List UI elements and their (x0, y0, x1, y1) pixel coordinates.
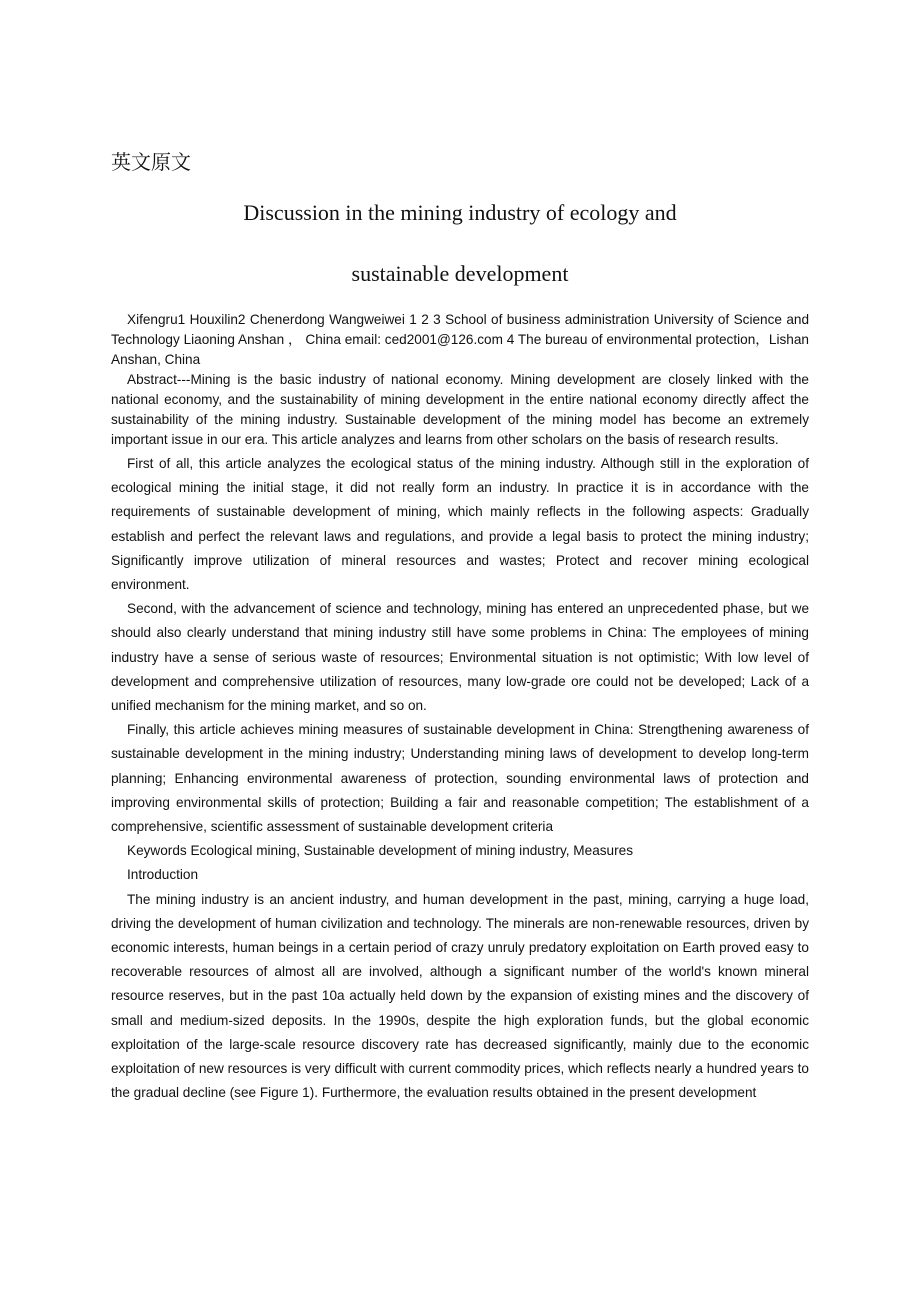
author-affiliations: Xifengru1 Houxilin2 Chenerdong Wangweiwei 1 2 3 School of business administration University of Science and Technology Liaoning Anshan ， China email: ced2001@126.com 4 The bureau of environmental protection，Lishan Anshan, China (111, 312, 809, 367)
keywords: Keywords Ecological mining, Sustainable development of mining industry, Measures (127, 843, 633, 859)
introduction-paragraph: The mining industry is an ancient industry, and human development in the past, mining, carrying a huge load, driving the development of human civilization and technology. The minerals are non-renewable resources, driven by economic interests, human beings in a certain period of crazy unruly predatory exploitation on Earth proved easy to recoverable resources of almost all are involved, although a significant number of the world's known mineral resource reserves, but in the past 10a actually held down by the expansion of existing mines and the discovery of small and medium-sized deposits. In the 1990s, despite the high exploration funds, but the global economic exploitation of the large-scale resource discovery rate has decreased significantly, mainly due to the economic exploitation of new resources is very difficult with current commodity prices, which reflects nearly a hundred years to the gradual decline (see Figure 1). Furthermore, the evaluation results obtained in the present development (111, 891, 809, 1101)
paper-title-line-2: sustainable development (351, 261, 569, 286)
paper-title-line-1: Discussion in the mining industry of ecology and (243, 200, 677, 225)
paragraph-second: Second, with the advancement of science and technology, mining has entered an unprecedented phase, but we should also clearly understand that mining industry still have some problems in China: The employees of mining industry have a sense of serious waste of resources; Environmental situation is not optimistic; With low level of development and comprehensive utilization of resources, many low-grade ore could not be developed; Lack of a unified mechanism for the mining market, and so on. (111, 601, 809, 714)
paragraph-first: First of all, this article analyzes the ecological status of the mining industry. Although still in the exploration of ecological mining the initial stage, it did not really form an industry. In practice it is in accordance with the requirements of sustainable development of mining, which mainly reflects in the following aspects: Gradually establish and perfect the relevant laws and regulations, and provide a legal basis to protect the mining industry; Significantly improve utilization of mineral resources and wastes; Protect and recover mining ecological environment. (111, 456, 809, 593)
introduction-heading: Introduction (127, 867, 199, 883)
section-heading: 英文原文 (111, 150, 191, 174)
paper-body (111, 310, 809, 1105)
paragraph-finally: Finally, this article achieves mining measures of sustainable development in China: Strengthening awareness of sustainable development in the mining industry; Understanding mining laws of development to develop long-term planning; Enhancing environmental awareness of protection, sounding environmental laws of protection and improving environmental skills of protection; Building a fair and reasonable competition; The establishment of a comprehensive, scientific assessment of sustainable development criteria (111, 722, 809, 835)
abstract: Abstract---Mining is the basic industry of national economy. Mining development are closely linked with the national economy, and the sustainability of mining development in the entire national economy directly affect the sustainability of the mining industry. Sustainable development of the mining model has become an extremely important issue in our era. This article analyzes and learns from other scholars on the basis of research results. (111, 372, 809, 447)
